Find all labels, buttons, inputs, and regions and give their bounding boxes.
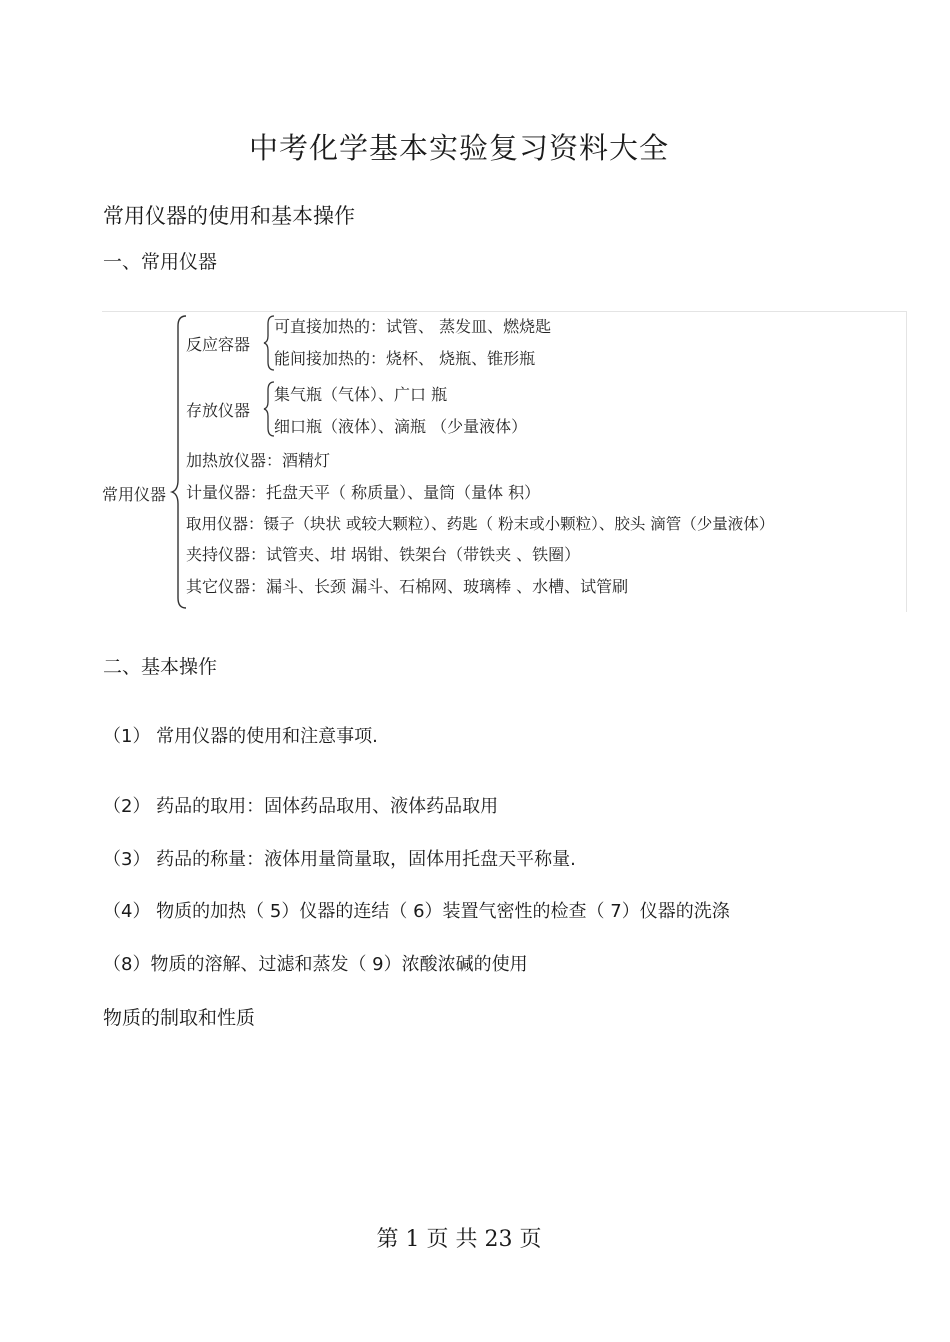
page-footer: 第 1 页 共 23 页 [376, 1227, 542, 1252]
direct-heating-line: 可直接加热的：试管、 蒸发皿、燃烧匙 [274, 317, 552, 336]
liquid-storage-line: 细口瓶（液体）、滴瓶 （少量液体） [274, 417, 528, 436]
indirect-heating-line: 能间接加热的：烧杯、 烧瓶、锥形瓶 [274, 349, 536, 368]
operation-item-3: （3） 药品的称量：液体用量筒量取，固体用托盘天平称量. [103, 849, 576, 870]
reaction-container-label: 反应容器 [186, 335, 251, 354]
section-heading: 常用仪器的使用和基本操作 [103, 204, 355, 228]
operation-item-5: （8）物质的溶解、过滤和蒸发（ 9）浓酸浓碱的使用 [103, 954, 528, 975]
other-instrument-line: 其它仪器：漏斗、长颈 漏斗、石棉网、玻璃棒 、水槽、试管刷 [186, 577, 629, 596]
part1-heading: 一、常用仪器 [103, 251, 218, 273]
storage-label: 存放仪器 [186, 401, 251, 420]
operation-item-2: （2） 药品的取用：固体药品取用、液体药品取用 [103, 796, 499, 817]
taking-instrument-line: 取用仪器：镊子（块状 或较大颗粒）、药匙（ 粉末或小颗粒）、胶头 滴管（少量液体） [186, 515, 775, 533]
reaction-brace [264, 316, 274, 370]
storage-brace [264, 382, 274, 436]
measuring-instrument-line: 计量仪器：托盘天平（ 称质量）、量筒（量体 积） [186, 483, 541, 502]
closing-heading: 物质的制取和性质 [103, 1007, 256, 1029]
holding-instrument-line: 夹持仪器：试管夹、坩 埚钳、铁架台（带铁夹 、铁圈） [186, 545, 581, 564]
operation-item-1: （1） 常用仪器的使用和注意事项. [103, 726, 378, 747]
operation-item-4: （4） 物质的加热（ 5）仪器的连结（ 6）装置气密性的检查（ 7）仪器的洗涤 [103, 901, 730, 922]
main-brace [172, 316, 186, 608]
part2-heading: 二、基本操作 [103, 656, 218, 678]
gas-storage-line: 集气瓶（气体）、广口 瓶 [274, 385, 448, 404]
heating-instrument-line: 加热放仪器：酒精灯 [186, 451, 331, 470]
diagram-root-label: 常用仪器 [102, 485, 167, 504]
instrument-classification-diagram [102, 311, 907, 612]
document-title: 中考化学基本实验复习资料大全 [248, 131, 669, 165]
